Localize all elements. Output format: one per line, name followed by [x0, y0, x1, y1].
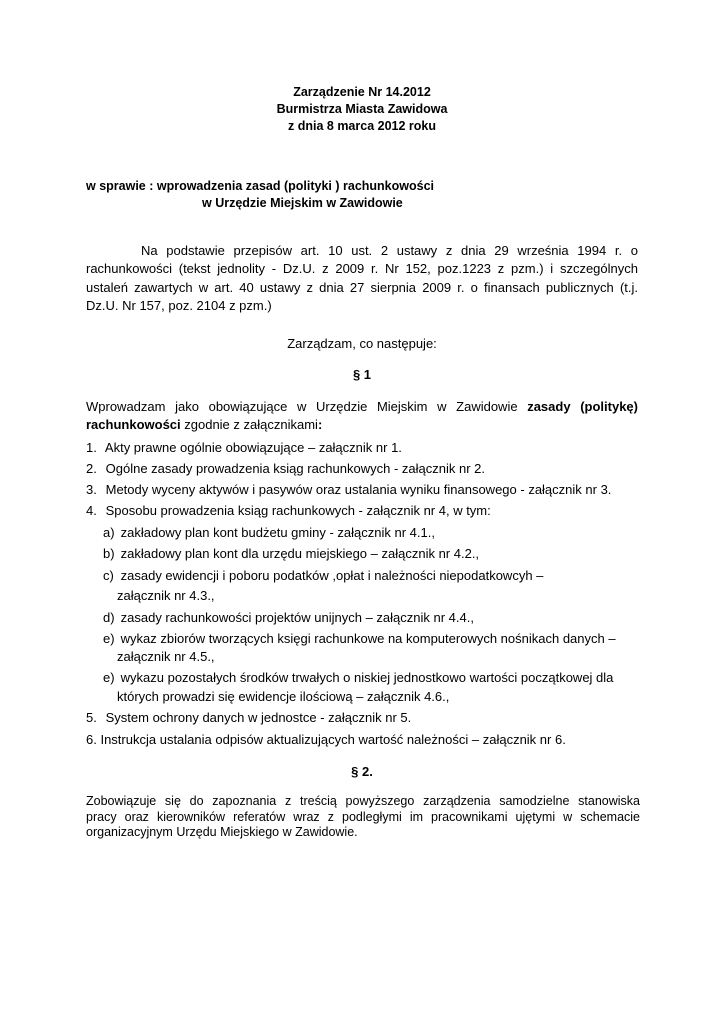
- sub-item: [103, 567, 543, 585]
- item-number: 6.: [86, 732, 97, 747]
- list-item: [86, 481, 611, 499]
- item-number: 3.: [86, 482, 97, 497]
- sub-item-letter: b): [103, 546, 115, 561]
- intro-text: Wprowadzam jako obowiązujące w Urzędzie Miejskim w Zawidowie: [86, 399, 528, 414]
- list-item: [86, 709, 411, 727]
- sub-item-letter: e): [103, 631, 115, 646]
- sub-item: [103, 630, 616, 648]
- sub-item-text: zasady rachunkowości projektów unijnych – załącznik nr 4.4.,: [120, 610, 474, 625]
- basis-line-2: rachunkowości (tekst jednolity - Dz.U. z 2009 r. Nr 152, poz.1223 z pzm.) i szczególnych: [86, 261, 638, 277]
- decree-statement: Zarządzam, co następuje:: [287, 336, 437, 351]
- obligation-line-2: pracy oraz kierowników referatów wraz z podległymi im pracownikami ujętymi w schemacie: [86, 809, 640, 824]
- section-2-title: § 2.: [351, 764, 373, 779]
- section-1-intro: [86, 398, 638, 434]
- sub-item-letter: a): [103, 525, 115, 540]
- intro-text-2: zgodnie z załącznikami: [180, 417, 318, 432]
- item-text: Ogólne zasady prowadzenia ksiąg rachunkowych - załącznik nr 2.: [105, 461, 485, 476]
- sub-item-text: wykaz zbiorów tworzących księgi rachunkowe na komputerowych nośnikach danych –: [120, 631, 616, 646]
- sub-item-continuation: których prowadzi się ewidencje ilościową – załącznik 4.6.,: [117, 689, 450, 704]
- item-text: Sposobu prowadzenia ksiąg rachunkowych - załącznik nr 4, w tym:: [105, 503, 491, 518]
- intro-line-2: [86, 417, 322, 432]
- item-text: Akty prawne ogólnie obowiązujące – załącznik nr 1.: [104, 440, 402, 455]
- decree-date: z dnia 8 marca 2012 roku: [288, 119, 436, 133]
- item-number: 2.: [86, 461, 97, 476]
- sub-item-text: wykazu pozostałych środków trwałych o niskiej jednostkowo wartości początkowej dla: [120, 670, 614, 685]
- section-1-title: § 1: [352, 367, 372, 382]
- obligation-line-3: organizacyjnym Urzędu Miejskiego w Zawidowie.: [86, 825, 358, 840]
- sub-item-letter: d): [103, 610, 115, 625]
- sub-item-text: zakładowy plan kont budżetu gminy - załącznik nr 4.1.,: [120, 525, 435, 540]
- list-item: [86, 439, 402, 457]
- item-number: 4.: [86, 503, 97, 518]
- section-2-text: [86, 794, 640, 841]
- item-number: 5.: [86, 710, 97, 725]
- item-number: 1.: [86, 440, 97, 455]
- decree-number: Zarządzenie Nr 14.2012: [293, 85, 431, 99]
- sub-item-letter: c): [103, 568, 114, 583]
- list-item: [86, 460, 485, 478]
- item-text: Metody wyceny aktywów i pasywów oraz ustalania wyniku finansowego - załącznik nr 3.: [105, 482, 612, 497]
- decree-subject: [86, 178, 646, 212]
- legal-basis: [86, 242, 638, 315]
- sub-item: [103, 524, 435, 542]
- sub-item-letter: e): [103, 670, 115, 685]
- sub-item: [103, 545, 479, 563]
- subject-line-2: w Urzędzie Miejskim w Zawidowie: [202, 196, 403, 210]
- sub-item-text: zakładowy plan kont dla urzędu miejskiego – załącznik nr 4.2.,: [120, 546, 480, 561]
- obligation-line-1: Zobowiązuje się do zapoznania z treścią powyższego zarządzenia samodzielne stanowiska: [86, 794, 640, 808]
- intro-bold-1: zasady (politykę): [527, 399, 638, 414]
- list-item: [86, 502, 491, 520]
- sub-item: [103, 669, 613, 687]
- basis-line-3: ustaleń zawartych w art. 40 ustawy z dnia 27 sierpnia 2009 r. o finansach publicznych (t.j.: [86, 279, 638, 295]
- item-text: Instrukcja ustalania odpisów aktualizujących wartość należności – załącznik nr 6.: [100, 732, 566, 747]
- basis-line-1: Na podstawie przepisów art. 10 ust. 2 ustawy z dnia 29 września 1994 r. o: [141, 243, 638, 258]
- sub-item-continuation: załącznik nr 4.3.,: [117, 588, 215, 603]
- sub-item-text: zasady ewidencji i poboru podatków ,opłat i należności niepodatkowcyh –: [120, 568, 544, 583]
- sub-item-continuation: załącznik nr 4.5.,: [117, 649, 215, 664]
- subject-line-1: w sprawie : wprowadzenia zasad (polityki ) rachunkowości: [86, 179, 434, 193]
- intro-bold-2: rachunkowości: [86, 417, 181, 432]
- intro-line-1: [86, 398, 638, 416]
- intro-colon: :: [317, 417, 323, 432]
- basis-line-4: Dz.U. Nr 157, poz. 2104 z pzm.): [86, 297, 272, 313]
- issuer: Burmistrza Miasta Zawidowa: [276, 102, 448, 116]
- sub-item: [103, 609, 474, 627]
- item-text: System ochrony danych w jednostce - załącznik nr 5.: [105, 710, 412, 725]
- list-item: [86, 731, 566, 749]
- document-header: [0, 84, 724, 135]
